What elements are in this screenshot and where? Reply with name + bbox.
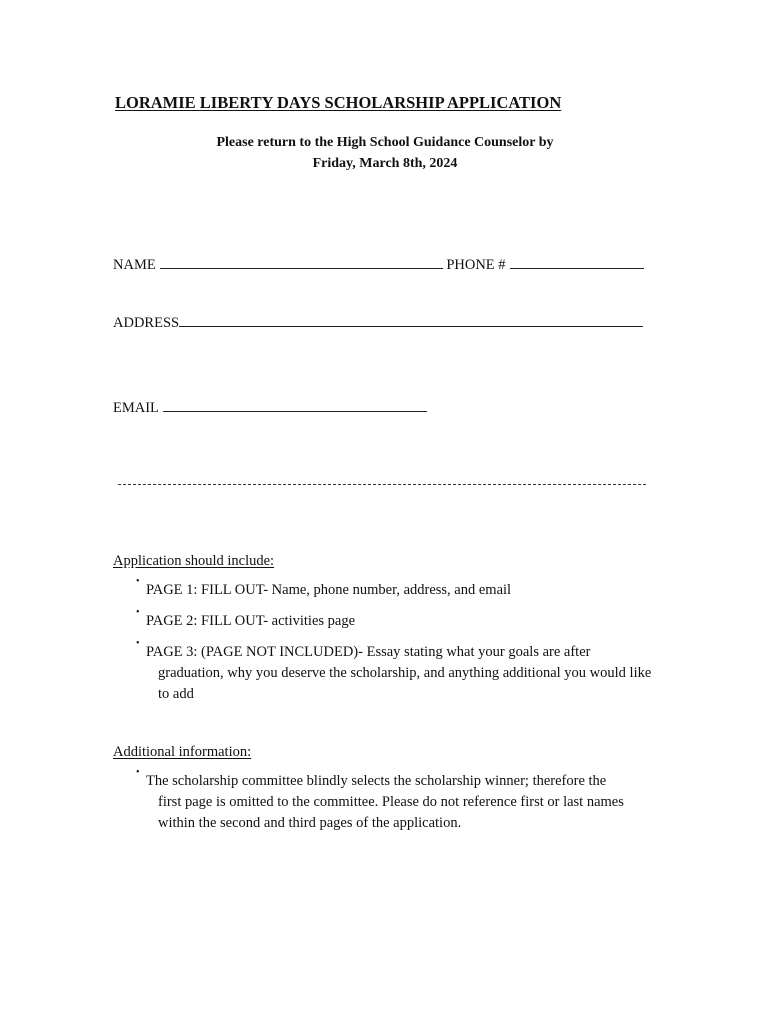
list-item-text: PAGE 1: FILL OUT- Name, phone number, address, and email [146, 582, 512, 598]
list-item-text: The scholarship committee blindly selects the scholarship winner; therefore the [146, 773, 607, 789]
email-row [113, 397, 427, 417]
email-label: EMAIL [113, 400, 159, 416]
list-item [136, 607, 656, 632]
list-item-text: PAGE 3: (PAGE NOT INCLUDED)- Essay stating what your goals are after [146, 644, 591, 660]
phone-field[interactable] [510, 254, 644, 269]
address-label: ADDRESS [113, 315, 180, 331]
return-instructions: Please return to the High School Guidance Counselor by [216, 135, 554, 150]
list-item-text: PAGE 2: FILL OUT- activities page [146, 613, 356, 629]
list-item [136, 638, 656, 705]
address-row [113, 312, 643, 332]
list-item-continuation: graduation, why you deserve the scholarship, and anything additional you would like to add [158, 665, 652, 702]
document-title: LORAMIE LIBERTY DAYS SCHOLARSHIP APPLICATION [115, 93, 562, 112]
bullet-icon: • [136, 576, 140, 587]
address-field[interactable] [179, 312, 643, 327]
list-item-continuation: first page is omitted to the committee. Please do not reference first or last names within the second and third pages of the application. [158, 794, 624, 831]
bullet-icon: • [136, 607, 140, 618]
cut-line-divider [118, 484, 646, 485]
name-phone-row [113, 254, 644, 274]
due-date: Friday, March 8th, 2024 [312, 156, 458, 171]
phone-label: PHONE # [446, 257, 506, 273]
list-item [136, 767, 656, 834]
bullet-icon: • [136, 767, 140, 778]
bullet-icon: • [136, 638, 140, 649]
name-label: NAME [113, 257, 156, 273]
name-field[interactable] [160, 254, 443, 269]
additional-info-heading: Additional information: [113, 744, 252, 760]
email-field[interactable] [163, 397, 427, 412]
list-item [136, 576, 656, 601]
application-includes-heading: Application should include: [113, 553, 275, 569]
